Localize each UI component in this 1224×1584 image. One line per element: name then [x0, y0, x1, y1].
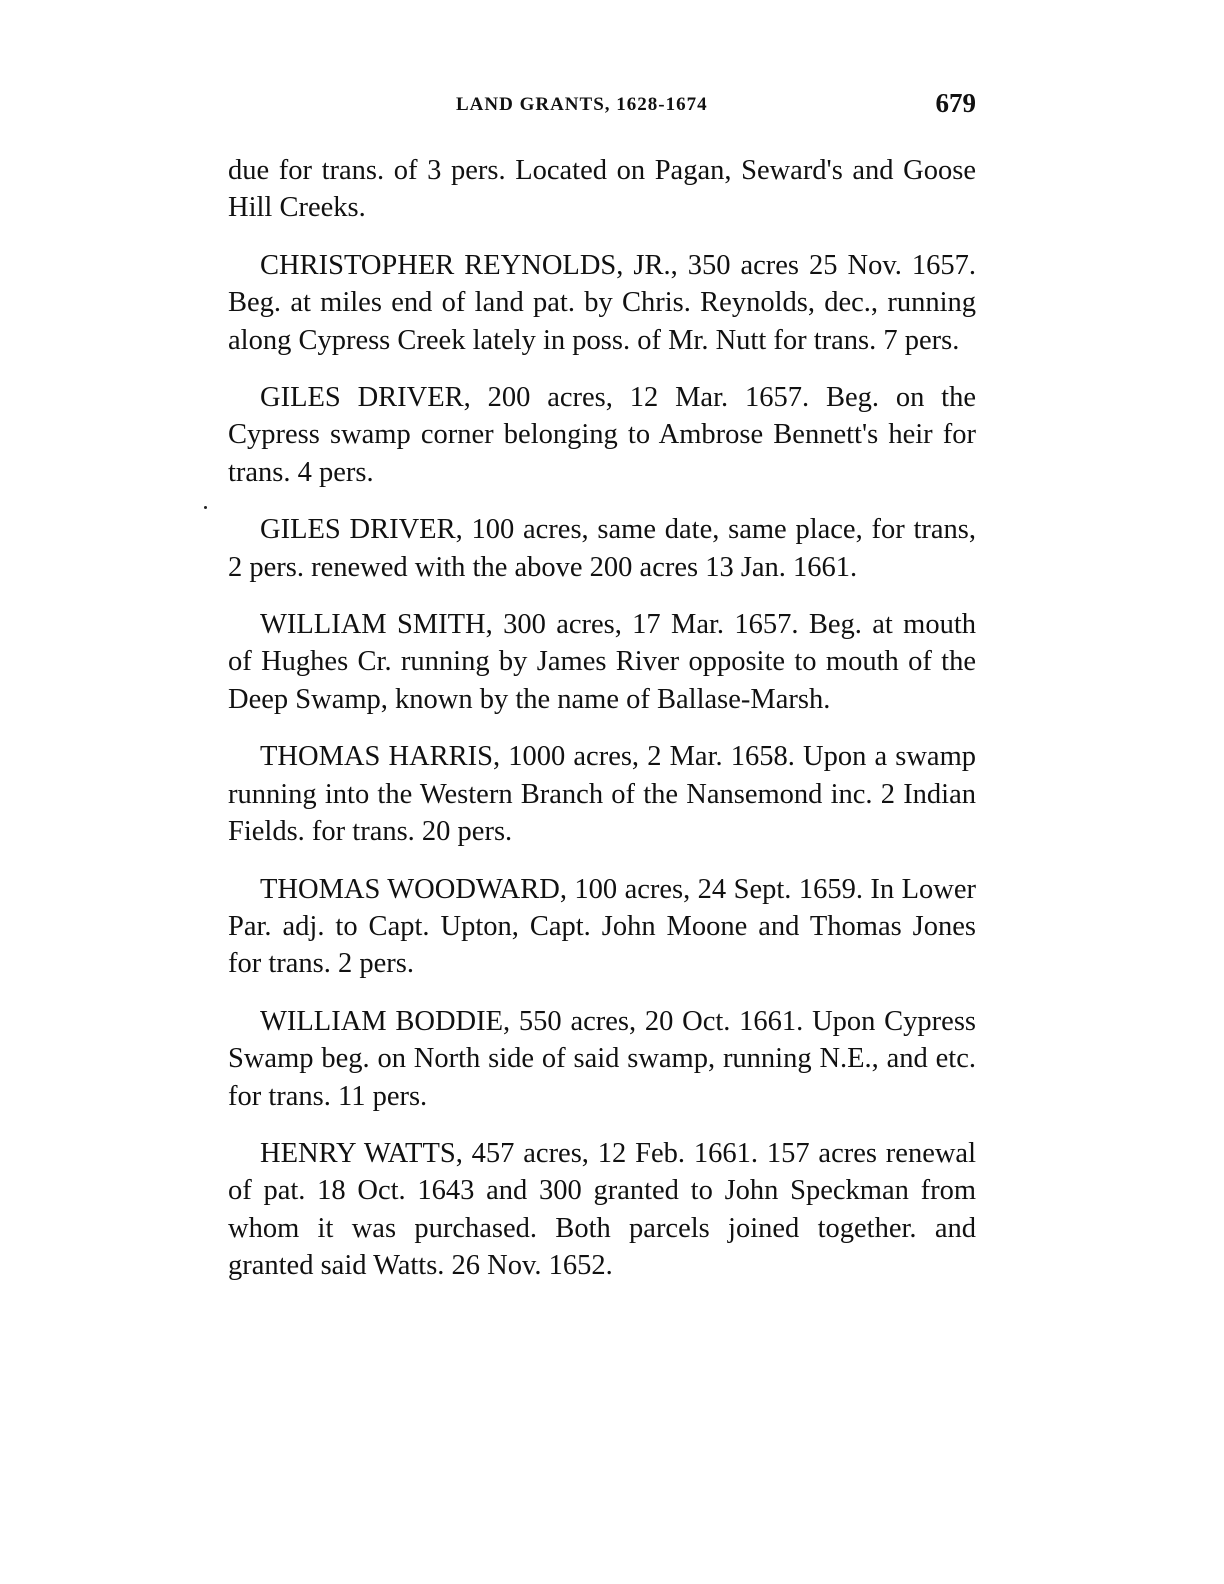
running-head: [228, 88, 978, 128]
paragraph-thomas-harris: THOMAS HARRIS, 1000 acres, 2 Mar. 1658. Upon a swamp running into the Western Branch of the Nansemond inc. 2 Indian Fields. for trans. 20 pers.: [228, 741, 976, 848]
paragraph-henry-watts: HENRY WATTS, 457 acres, 12 Feb. 1661. 157 acres renewal of pat. 18 Oct. 1643 and 300 granted to John Speckman from whom it was purchased. Both parcels joined together. and granted said Watts. 26 Nov. 1652.: [228, 1137, 976, 1282]
page-number: 679: [935, 88, 976, 118]
paragraph-thomas-woodward: THOMAS WOODWARD, 100 acres, 24 Sept. 1659. In Lower Par. adj. to Capt. Upton, Capt. John Moone and Thomas Jones for trans. 2 pers.: [228, 873, 976, 980]
running-title: LAND GRANTS, 1628-1674: [456, 94, 708, 115]
paragraph-christopher-reynolds: CHRISTOPHER REYNOLDS, JR., 350 acres 25 Nov. 1657. Beg. at miles end of land pat. by Chris. Reynolds, dec., running along Cypress Creek lately in poss. of Mr. Nutt for trans. 7 pers.: [228, 249, 976, 356]
paragraph-william-boddie: WILLIAM BODDIE, 550 acres, 20 Oct. 1661. Upon Cypress Swamp beg. on North side of said swamp, running N.E., and etc. for trans. 11 pers.: [228, 1005, 976, 1112]
stray-ink-mark: [204, 506, 207, 509]
paragraph-giles-driver-100: GILES DRIVER, 100 acres, same date, same place, for trans, 2 pers. renewed with the above 200 acres 13 Jan. 1661.: [228, 514, 976, 583]
paragraph-giles-driver-200: GILES DRIVER, 200 acres, 12 Mar. 1657. Beg. on the Cypress swamp corner belonging to Ambrose Bennett's heir for trans. 4 pers.: [228, 382, 976, 488]
body-text: [228, 152, 976, 1305]
paragraph-continuation: due for trans. of 3 pers. Located on Pagan, Seward's and Goose Hill Creeks.: [228, 155, 976, 224]
paragraph-william-smith: WILLIAM SMITH, 300 acres, 17 Mar. 1657. Beg. at mouth of Hughes Cr. running by James River opposite to mouth of the Deep Swamp, known by the name of Ballase-Marsh.: [228, 609, 976, 715]
